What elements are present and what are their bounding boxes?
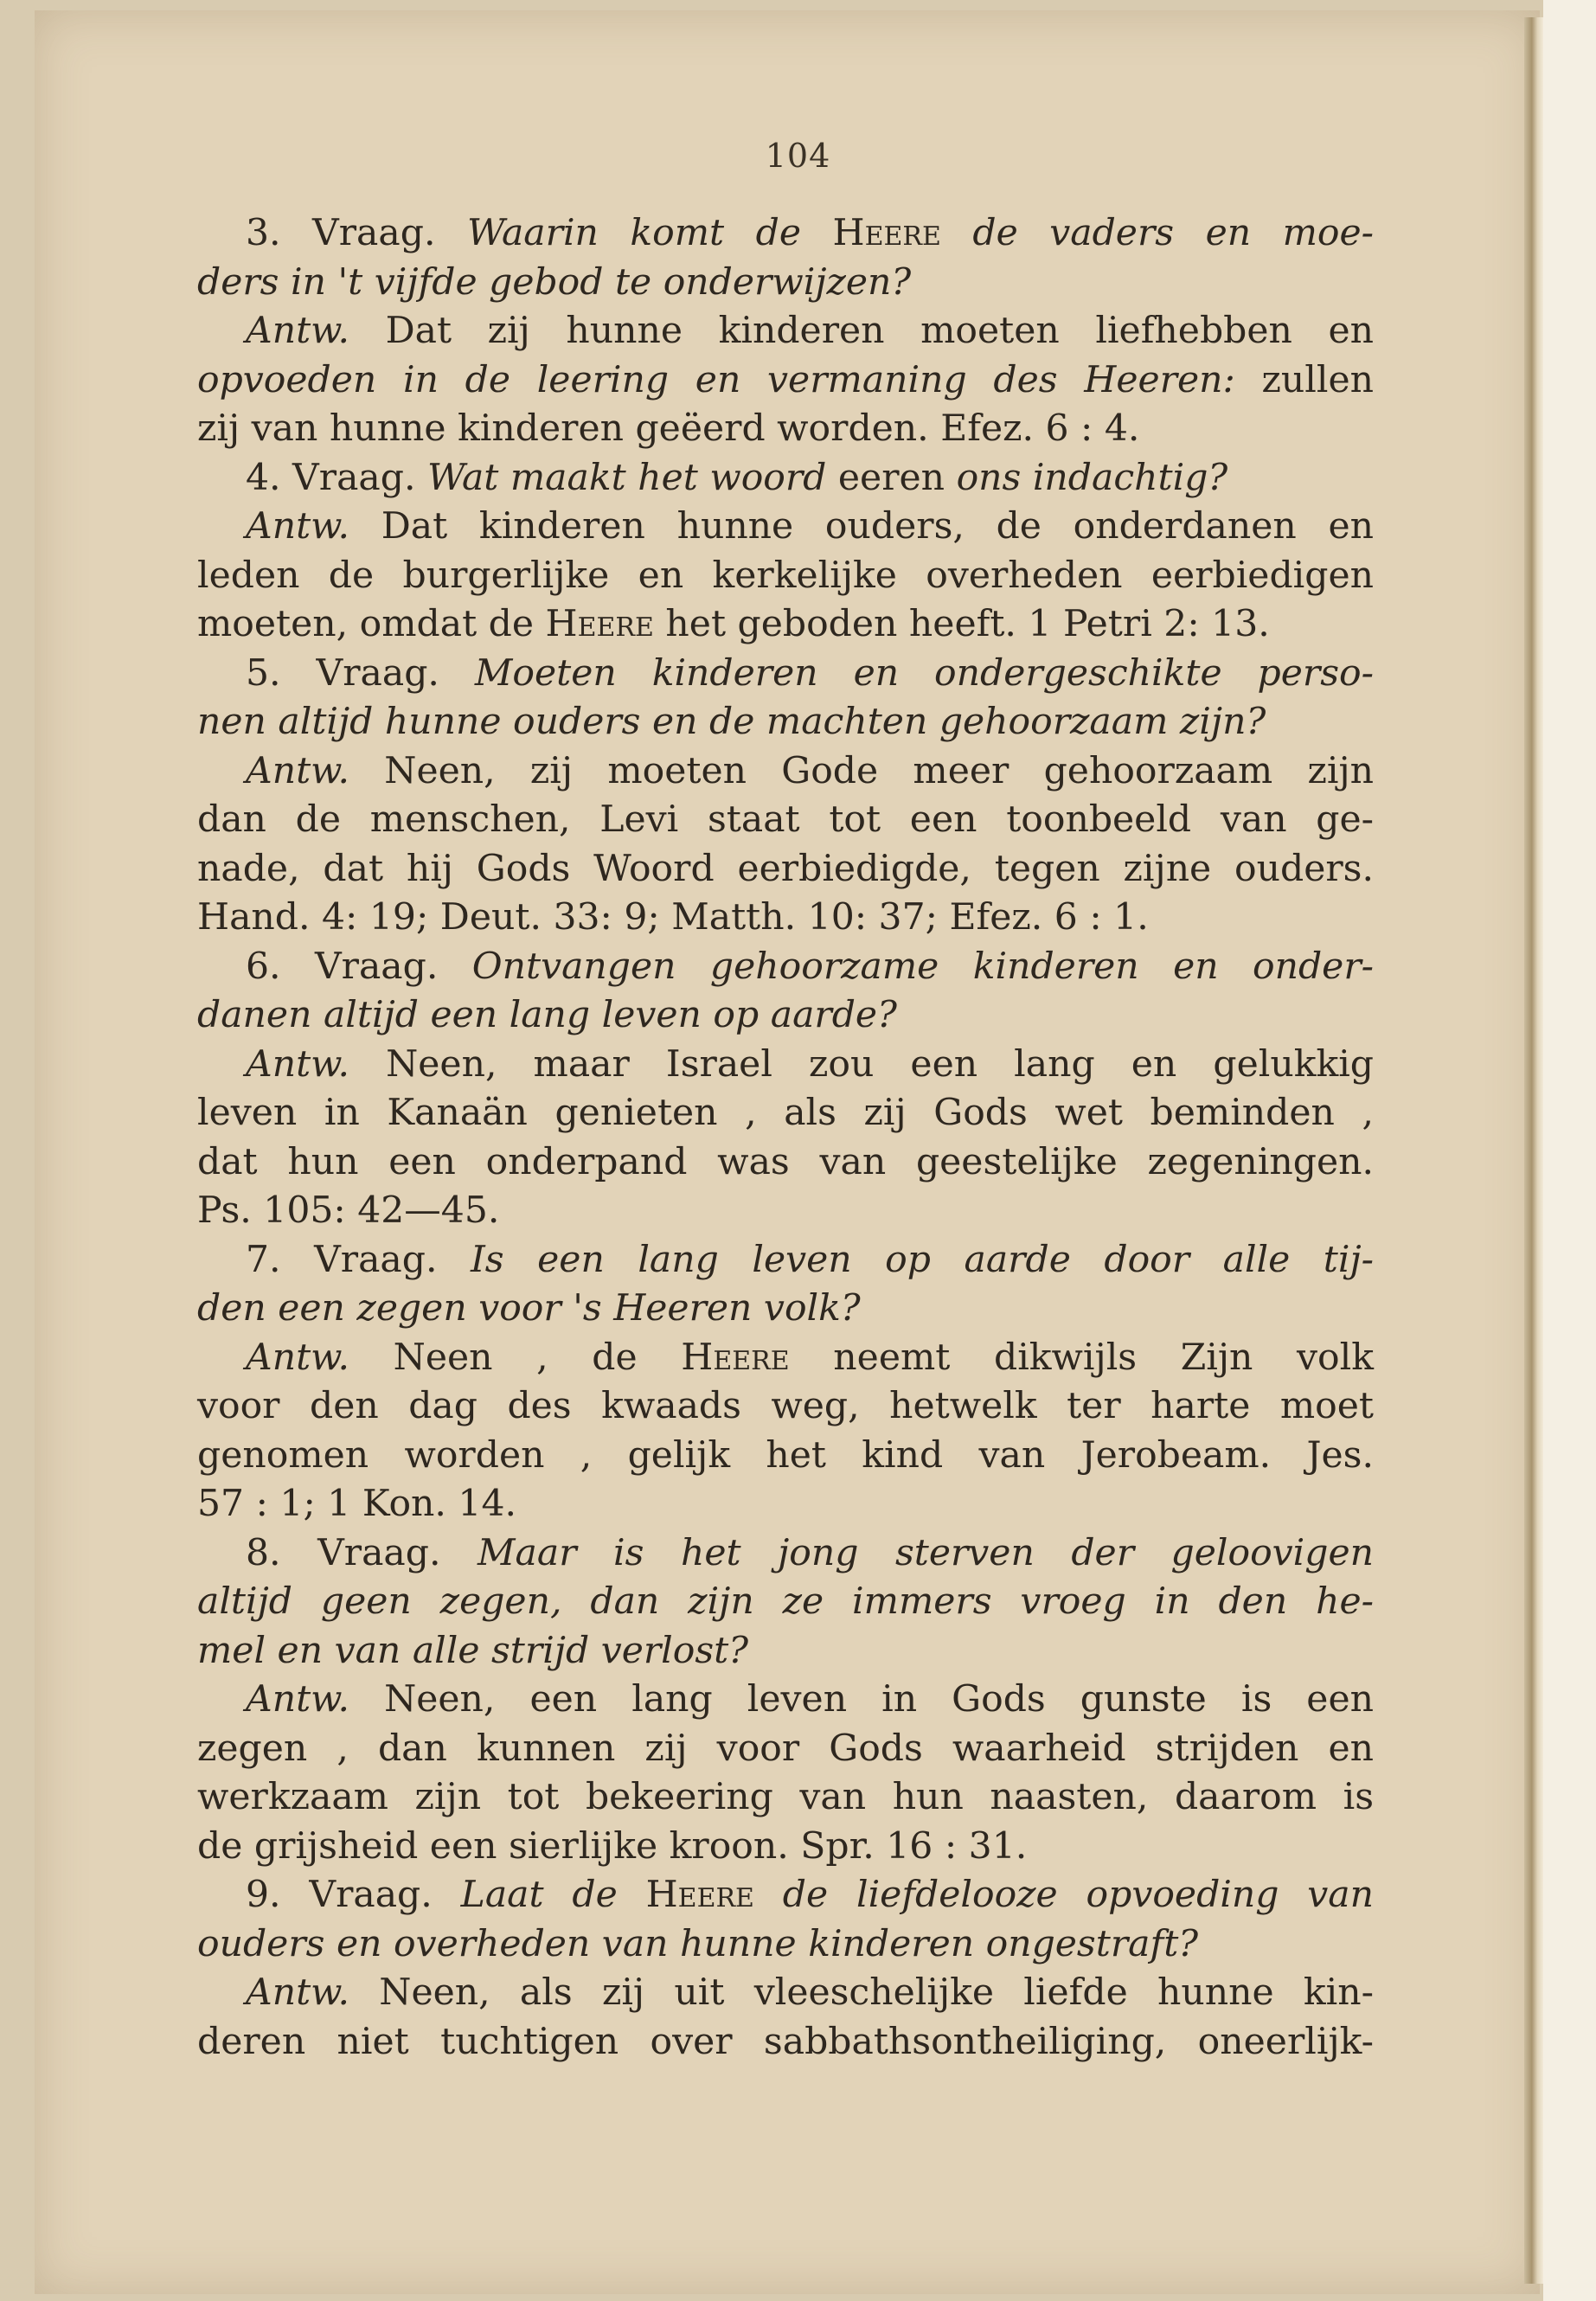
text-run: Ps. 105: 42—45. [197, 1189, 500, 1232]
text-run: Antw. [246, 1971, 349, 2014]
text-run: altijd geen zegen, dan zijn ze immers vroeg in den he- [197, 1580, 1374, 1623]
text-run: Antw. [246, 1042, 349, 1086]
text-run: 6. Vraag. [246, 945, 472, 988]
text-run: leden de burgerlijke en kerkelijke overheden eerbiedigen [197, 554, 1374, 597]
text-run: Wat maakt het woord [426, 456, 827, 499]
text-run: zij van hunne kinderen geëerd worden. Efez. 6 : 4. [197, 407, 1140, 450]
text-run: Dat zij hunne kinderen moeten liefhebben en [349, 310, 1374, 352]
text-run: voor den dag des kwaads weg, hetwelk ter harte moet [197, 1385, 1374, 1427]
text-run: moeten, omdat de [197, 603, 546, 645]
text-run: den een zegen voor 's Heeren volk? [197, 1287, 861, 1330]
text-run: de liefdelooze opvoeding van [753, 1874, 1375, 1916]
text-line [197, 1432, 1374, 1481]
text-run: 7. Vraag. [246, 1238, 471, 1281]
text-line [197, 503, 1374, 552]
text-line [197, 1285, 1374, 1334]
text-run: zullen [1234, 358, 1374, 401]
text-line [197, 698, 1374, 747]
text-run: 3. Vraag. [246, 212, 467, 254]
text-run: neemt dikwijls Zijn volk [789, 1336, 1374, 1379]
text-line [197, 991, 1374, 1041]
text-line [197, 2018, 1374, 2067]
text-run: eeren [826, 456, 957, 499]
text-line [197, 600, 1374, 650]
text-line [197, 1823, 1374, 1872]
text-line [197, 307, 1374, 356]
text-line [197, 1334, 1374, 1383]
text-line [197, 1627, 1374, 1676]
text-run: Neen , de [349, 1336, 682, 1379]
question-entry [197, 1871, 1374, 2067]
text-line [197, 259, 1374, 308]
text-line [197, 1725, 1374, 1774]
text-run: Antw. [246, 310, 349, 352]
text-run: ders in 't vijfde gebod te onderwijzen? [197, 260, 912, 304]
text-run: Ontvangen gehoorzame kinderen en onder- [471, 945, 1374, 988]
text-line [197, 1578, 1374, 1627]
text-line [197, 405, 1374, 454]
text-line [197, 1969, 1374, 2018]
text-line [197, 845, 1374, 894]
text-line [197, 1871, 1374, 1920]
text-line [197, 1480, 1374, 1529]
text-run: Dat kinderen hunne ouders, de onderdanen en [349, 505, 1374, 548]
text-line [197, 1187, 1374, 1236]
text-run: ons indachtig? [956, 456, 1228, 499]
question-entry [197, 1236, 1374, 1529]
text-run: Heere [545, 603, 654, 645]
question-entry [197, 650, 1374, 943]
text-run: 57 : 1; 1 Kon. 14. [197, 1483, 517, 1525]
text-run: Waarin komt de [466, 212, 833, 254]
text-run: Neen, zij moeten Gode meer gehoorzaam zijn [349, 749, 1374, 792]
text-line [197, 1773, 1374, 1823]
text-run: opvoeden in de leering en vermaning des Heeren: [197, 358, 1235, 401]
text-line [197, 552, 1374, 601]
question-entry [197, 209, 1374, 454]
text-run: Antw. [246, 1336, 349, 1379]
text-run: 4. Vraag. [246, 456, 427, 499]
text-run: zegen , dan kunnen zij voor Gods waarheid strijden en [197, 1727, 1374, 1770]
text-run: Is een lang leven op aarde door alle tij- [471, 1238, 1375, 1281]
text-run: Heere [681, 1336, 790, 1379]
text-run: Heere [832, 212, 941, 254]
text-run: nade, dat hij Gods Woord eerbiedigde, tegen zijne ouders. [197, 847, 1374, 890]
text-run: deren niet tuchtigen over sabbathsontheiliging, oneerlijk- [197, 2020, 1374, 2063]
text-run: 8. Vraag. [246, 1531, 478, 1574]
text-run: 5. Vraag. [246, 651, 475, 695]
text-line [197, 894, 1374, 943]
text-line [197, 943, 1374, 992]
text-line [197, 356, 1374, 406]
text-run: het geboden heeft. 1 Petri 2: 13. [653, 603, 1270, 645]
text-run: mel en van alle strijd verlost? [197, 1629, 749, 1672]
text-line [197, 650, 1374, 699]
text-run: dan de menschen, Levi staat tot een toonbeeld van ge- [197, 798, 1374, 841]
text-run: Antw. [246, 1678, 349, 1721]
text-run: Heere [645, 1874, 754, 1916]
text-run: genomen worden , gelijk het kind van Jerobeam. Jes. [197, 1433, 1374, 1477]
page-number: 104 [765, 137, 831, 175]
text-line [197, 1676, 1374, 1725]
text-run: Antw. [246, 505, 349, 548]
text-run: de grijsheid een sierlijke kroon. Spr. 16 : 31. [197, 1824, 1028, 1868]
text-run: de vaders en moe- [940, 212, 1375, 254]
text-line [197, 1236, 1374, 1285]
catechism-text [197, 209, 1374, 2067]
text-run: Neen, een lang leven in Gods gunste is een [349, 1678, 1374, 1721]
text-line [197, 1529, 1374, 1579]
text-line [197, 209, 1374, 259]
text-line [197, 747, 1374, 797]
question-entry [197, 943, 1374, 1236]
question-entry [197, 454, 1374, 650]
text-line [197, 1382, 1374, 1432]
question-entry [197, 1529, 1374, 1872]
text-run: Hand. 4: 19; Deut. 33: 9; Matth. 10: 37; Efez. 6 : 1. [197, 896, 1149, 939]
text-line [197, 796, 1374, 845]
text-run: leven in Kanaän genieten , als zij Gods wet beminden , [197, 1092, 1374, 1134]
text-run: Moeten kinderen en ondergeschikte perso- [474, 651, 1374, 695]
text-line [197, 1089, 1374, 1138]
text-line [197, 1138, 1374, 1188]
scan-border [1543, 0, 1596, 2301]
text-run: Antw. [246, 749, 349, 792]
text-run: ouders en overheden van hunne kinderen ongestraft? [197, 1922, 1199, 1965]
text-run: danen altijd een lang leven op aarde? [197, 994, 897, 1036]
text-run: dat hun een onderpand was van geestelijke zegeningen. [197, 1140, 1374, 1183]
text-run: Neen, als zij uit vleeschelijke liefde hunne kin- [349, 1971, 1374, 2014]
text-run: Laat de [460, 1874, 646, 1916]
text-run: Maar is het jong sterven der geloovigen [478, 1531, 1375, 1574]
text-line [197, 454, 1374, 503]
text-run: nen altijd hunne ouders en de machten gehoorzaam zijn? [197, 701, 1266, 743]
text-run: werkzaam zijn tot bekeering van hun naasten, daarom is [197, 1776, 1374, 1818]
text-run: Neen, maar Israel zou een lang en gelukkig [349, 1042, 1374, 1086]
text-run: 9. Vraag. [246, 1874, 461, 1916]
text-line [197, 1920, 1374, 1970]
text-line [197, 1041, 1374, 1090]
page-gutter-edge [1524, 17, 1543, 2284]
